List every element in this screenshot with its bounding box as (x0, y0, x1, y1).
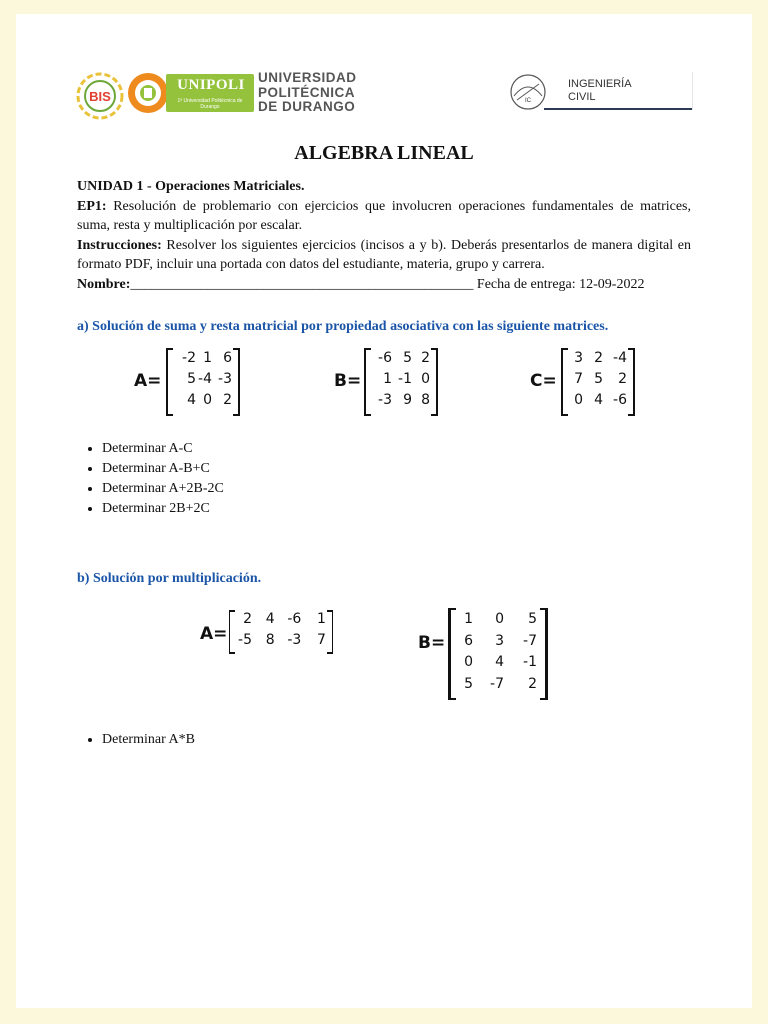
matrix-cell: 8 (265, 632, 275, 648)
unipoli-logo (166, 74, 254, 112)
ingenieria-civil-icon (508, 72, 548, 112)
matrix-cell: 1 (317, 611, 326, 627)
matrix-cell: 2 (594, 350, 603, 366)
matrix-b-a (229, 610, 333, 654)
unipoli-emblem (126, 71, 170, 115)
matrix-cell: 7 (574, 371, 583, 387)
matrix-cell: -3 (378, 392, 392, 408)
matrix-cell: -5 (238, 632, 252, 648)
matrix-cell: 5 (528, 611, 537, 627)
section-a-heading: a) Solución de suma y resta matricial por propiedad asociativa con las siguiente matrices. (77, 319, 609, 334)
matrix-cell: -7 (490, 675, 504, 692)
matrix-cell: 1 (464, 611, 473, 627)
document-page (16, 14, 752, 1008)
matrix-cell: 2 (243, 611, 252, 627)
matrix-cell: 5 (594, 371, 603, 387)
matrix-cell: 4 (265, 611, 275, 627)
matrix-c (561, 348, 635, 416)
matrix-cell: 1 (383, 371, 392, 387)
intro-block (77, 177, 691, 294)
matrix-cell: 4 (495, 654, 504, 670)
matrix-cell: 2 (223, 392, 232, 408)
university-line: UNIVERSIDAD (258, 70, 357, 85)
university-name (258, 71, 357, 115)
task-item: • Determinar A-B+C (102, 459, 224, 479)
nombre-label: Nombre: (77, 276, 131, 292)
matrix-cell: 8 (421, 392, 430, 408)
matrix-cell: 2 (528, 675, 537, 692)
unit-heading: UNIDAD 1 - Operaciones Matriciales. (77, 179, 305, 194)
matrix-cell: 0 (421, 371, 430, 387)
matrix-cell: -1 (398, 371, 412, 387)
matrix-cell: -6 (378, 350, 392, 366)
instructions-label: Instrucciones: (77, 237, 162, 253)
ing-divider (692, 72, 693, 110)
matrix-cell: 1 (203, 350, 212, 366)
matrix-a-label: A= (134, 371, 162, 391)
matrix-cell: -2 (182, 350, 196, 366)
matrix-cell: 7 (317, 632, 326, 648)
ep1-text: Resolución de problemario con ejercicios que involucren operaciones fundamentales de matrices, suma, resta y multiplicación por escalar. (77, 198, 691, 233)
ing-badge: IC (525, 98, 531, 104)
matrix-cell: 4 (594, 392, 603, 408)
ing-line: INGENIERÍA (568, 78, 632, 90)
matrix-cell: 2 (421, 350, 430, 366)
matrix-b (364, 348, 438, 416)
nombre-line: _________________________________________________ (130, 276, 474, 292)
matrix-cell: 3 (495, 632, 504, 649)
matrix-b-label: B= (334, 371, 362, 391)
matrix-cell: -7 (523, 632, 537, 649)
section-b-tasks (78, 730, 195, 750)
unipoli-name: UNIPOLI (177, 77, 245, 93)
matrix-cell: -6 (287, 611, 302, 627)
task-item: • Determinar A-C (102, 439, 224, 459)
university-line: DE DURANGO (258, 99, 356, 114)
bis-logo (76, 72, 124, 120)
matrix-cell: -1 (523, 654, 537, 670)
unipoli-sub: 1ª Universidad Politécnica de Durango (177, 98, 243, 110)
matrix-cell: 6 (464, 632, 473, 649)
matrix-b-b (448, 608, 548, 700)
matrix-b-b-label: B= (418, 633, 446, 653)
bis-text: BIS (89, 89, 111, 104)
matrix-cell: 5 (464, 675, 473, 692)
matrix-cell: -3 (287, 632, 302, 648)
matrix-b-a-label: A= (200, 624, 228, 644)
matrix-a (166, 348, 240, 416)
ing-line: CIVIL (568, 91, 596, 103)
matrix-cell: -3 (218, 371, 232, 387)
section-a-tasks (78, 439, 224, 519)
section-b-heading: b) Solución por multiplicación. (77, 571, 262, 586)
university-line: POLITÉCNICA (258, 84, 356, 100)
matrix-cell: 2 (618, 371, 627, 387)
instructions-text: Resolver los siguientes ejercicios (incisos a y b). Deberás presentarlos de manera digital en formato PDF, incluir una portada con datos del estudiante, materia, grupo y carrera. (77, 237, 691, 272)
ep1-label: EP1: (77, 198, 107, 214)
task-item: • Determinar A*B (102, 730, 195, 750)
matrix-cell: 5 (403, 350, 412, 366)
matrix-cell: 6 (223, 350, 232, 366)
matrix-cell: -4 (613, 350, 627, 366)
matrix-cell: 3 (574, 350, 583, 366)
page-title: ALGEBRA LINEAL (294, 142, 474, 164)
matrix-cell: 5 (187, 371, 196, 387)
matrix-cell: -4 (198, 371, 212, 387)
ing-underline (544, 108, 692, 110)
matrix-cell: 0 (495, 611, 504, 627)
header-logos (16, 14, 752, 124)
task-item: • Determinar A+2B-2C (102, 479, 224, 499)
matrix-c-label: C= (530, 371, 557, 391)
matrix-cell: 0 (203, 392, 212, 408)
matrix-cell: -6 (613, 392, 627, 408)
matrix-cell: 0 (574, 392, 583, 408)
matrix-cell: 4 (187, 392, 196, 408)
ingenieria-civil-text (568, 78, 632, 104)
matrix-cell: 9 (403, 392, 412, 408)
matrix-cell: 0 (464, 654, 473, 670)
task-item: • Determinar 2B+2C (102, 499, 224, 519)
fecha-entrega: Fecha de entrega: 12-09-2022 (473, 276, 645, 292)
